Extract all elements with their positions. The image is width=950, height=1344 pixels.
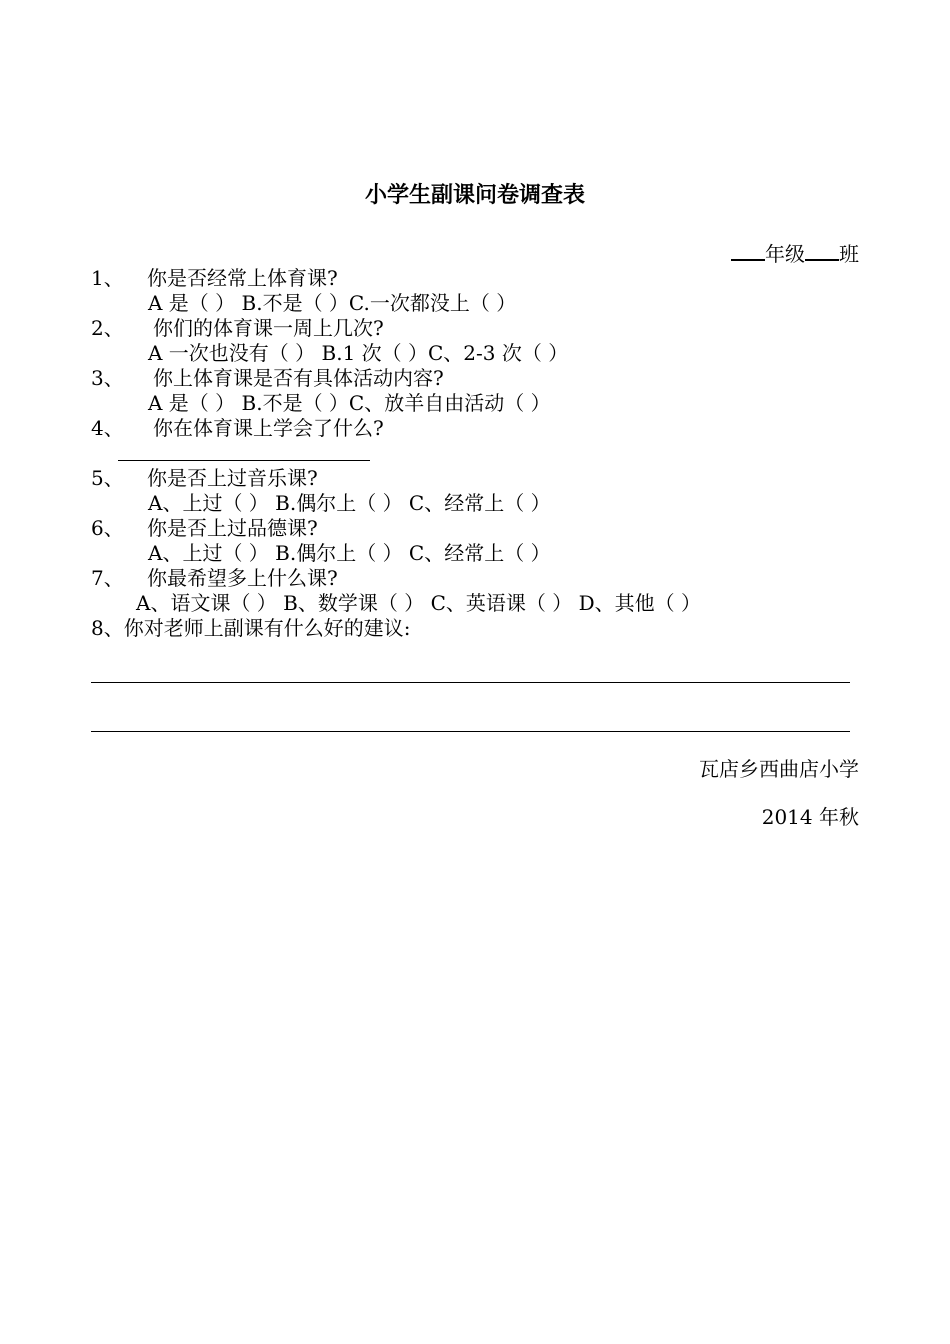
question-3: [91, 366, 444, 390]
grade-label: 年级: [765, 242, 805, 266]
question-number: 4、: [91, 416, 124, 440]
question-number: 2、: [91, 316, 124, 340]
question-number: 5、: [91, 466, 124, 490]
question-number: 1、: [91, 266, 124, 290]
question-6: [91, 516, 318, 540]
question-5-options[interactable]: A、上过（ ） B.偶尔上（ ） C、经常上（ ）: [148, 491, 551, 515]
survey-date: 2014 年秋: [761, 805, 859, 829]
page-title: 小学生副课问卷调查表: [364, 182, 585, 208]
question-number: 8、: [91, 616, 124, 640]
question-number: 6、: [91, 516, 124, 540]
question-text: 你是否上过品德课?: [147, 516, 318, 540]
question-text: 你是否上过音乐课?: [147, 466, 318, 490]
question-text: 你对老师上副课有什么好的建议:: [123, 616, 411, 640]
question-2: [91, 316, 384, 340]
question-1-options[interactable]: A 是（ ） B.不是（ ）C.一次都没上（ ）: [148, 291, 517, 315]
school-name: 瓦店乡西曲店小学: [699, 757, 859, 781]
question-8: [91, 616, 410, 640]
grade-blank[interactable]: [731, 241, 765, 261]
question-number: 7、: [91, 566, 124, 590]
class-label: 班: [839, 242, 859, 266]
question-1: [91, 266, 338, 290]
answer-line-q8-2[interactable]: [91, 731, 850, 732]
question-text: 你在体育课上学会了什么?: [153, 416, 384, 440]
question-text: 你最希望多上什么课?: [147, 566, 338, 590]
question-7-options[interactable]: A、语文课（ ） B、数学课（ ） C、英语课（ ） D、其他（ ）: [136, 591, 701, 615]
question-7: [91, 566, 338, 590]
question-3-options[interactable]: A 是（ ） B.不是（ ）C、放羊自由活动（ ）: [148, 391, 551, 415]
question-4: [91, 416, 384, 440]
question-text: 你们的体育课一周上几次?: [153, 316, 384, 340]
answer-line-q4[interactable]: [118, 460, 370, 461]
question-5: [91, 466, 318, 490]
question-6-options[interactable]: A、上过（ ） B.偶尔上（ ） C、经常上（ ）: [148, 541, 551, 565]
question-2-options[interactable]: A 一次也没有（ ） B.1 次（ ）C、2-3 次（ ）: [148, 341, 569, 365]
grade-class-field: [731, 241, 859, 266]
question-number: 3、: [91, 366, 124, 390]
answer-line-q8-1[interactable]: [91, 682, 850, 683]
question-text: 你是否经常上体育课?: [147, 266, 338, 290]
question-text: 你上体育课是否有具体活动内容?: [153, 366, 444, 390]
class-blank[interactable]: [805, 241, 839, 261]
